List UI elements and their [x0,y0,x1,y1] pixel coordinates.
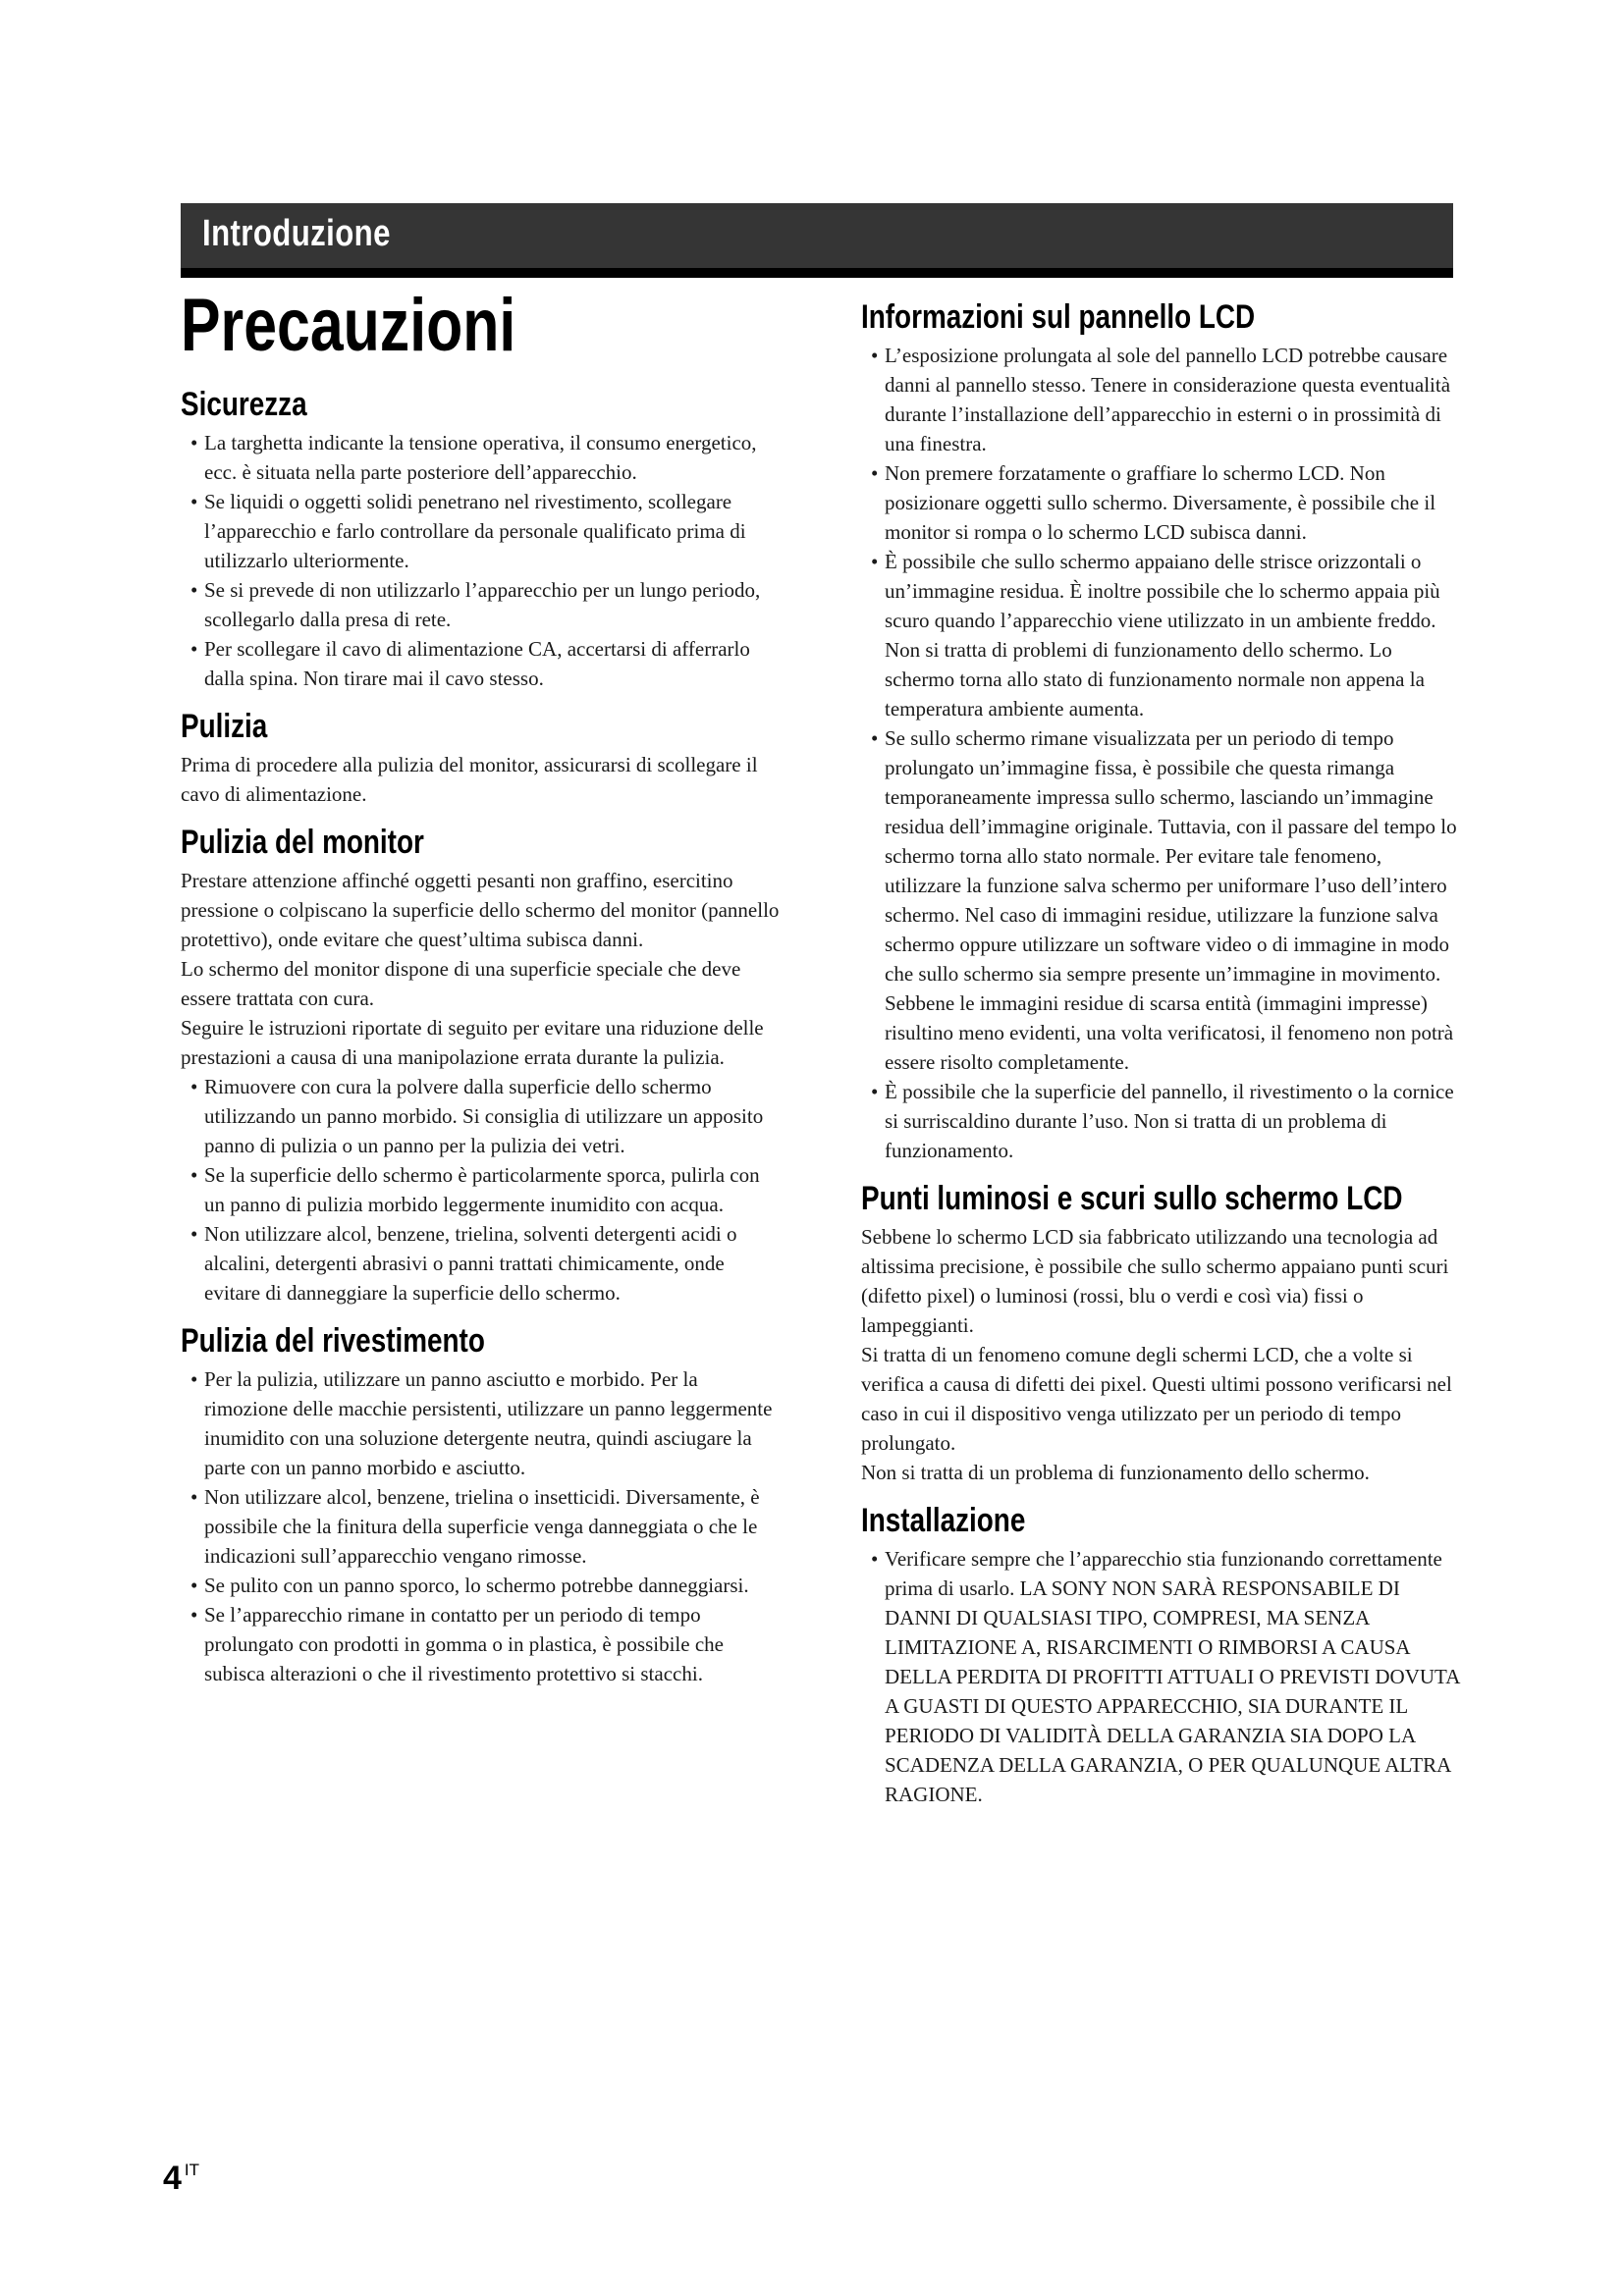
paragraph: Prima di procedere alla pulizia del monitor, assicurarsi di scollegare il cavo di alimentazione. [181,753,758,806]
heading-pulizia-rivestimento: Pulizia del rivestimento [181,1322,485,1360]
section-label: Introduzione [202,213,391,254]
heading-lcd-info: Informazioni sul pannello LCD [861,298,1256,336]
heading-pulizia-monitor: Pulizia del monitor [181,824,424,861]
list-item: • Non premere forzatamente o graffiare lo schermo LCD. Non posizionare oggetti sullo schermo. Diversamente, è possibile che il monitor si rompa o lo schermo LCD subisca danni. [861,458,1460,547]
heading-sicurezza: Sicurezza [181,386,307,423]
list-item: • Per la pulizia, utilizzare un panno asciutto e morbido. Per la rimozione delle macchie persistenti, utilizzare un panno leggermente inumidito con una soluzione detergente neutra, quindi asciugare la parte con un panno morbido e asciutto. [181,1364,780,1482]
left-column [181,385,780,1688]
list-item: • Se la superficie dello schermo è particolarmente sporca, pulirla con un panno di pulizia morbido leggermente inumidito con acqua. [181,1160,780,1219]
list-item: • La targhetta indicante la tensione operativa, il consumo energetico, ecc. è situata nella parte posteriore dell’apparecchio. [181,428,780,487]
page-number-lang: IT [184,2161,200,2179]
paragraph: Si tratta di un fenomeno comune degli schermi LCD, che a volte si verifica a causa di difetti dei pixel. Questi ultimi possono verificarsi nel caso in cui il dispositivo venga utilizzato per un periodo di tempo prolungato. [861,1343,1452,1455]
list-lcd-info [861,341,1460,1165]
list-item: • L’esposizione prolungata al sole del pannello LCD potrebbe causare danni al pannello stesso. Tenere in considerazione questa eventualità durante l’installazione dell’apparecchio in esterni o in prossimità di una finestra. [861,341,1460,458]
section-header-bar [181,203,1453,278]
list-item: • Se liquidi o oggetti solidi penetrano nel rivestimento, scollegare l’apparecchio e farlo controllare da personale qualificato prima di utilizzarlo ulteriormente. [181,487,780,575]
page-number-value: 4 [163,2160,182,2197]
heading-pulizia: Pulizia [181,708,268,745]
list-pulizia-monitor [181,1072,780,1308]
list-pulizia-rivestimento [181,1364,780,1688]
list-item: • Per scollegare il cavo di alimentazione CA, accertarsi di afferrarlo dalla spina. Non tirare mai il cavo stesso. [181,634,780,693]
list-item: • È possibile che sullo schermo appaiano delle strisce orizzontali o un’immagine residua. È inoltre possibile che lo schermo appaia più scuro quando l’apparecchio viene utilizzato in un ambiente freddo. Non si tratta di problemi di funzionamento dello schermo. Lo schermo torna allo stato di funzionamento normale non appena la temperatura ambiente aumenta. [861,547,1460,723]
list-item: • Rimuovere con cura la polvere dalla superficie dello schermo utilizzando un panno morbido. Si consiglia di utilizzare un apposito panno di pulizia o un panno per la pulizia dei vetri. [181,1072,780,1160]
list-item: • Se sullo schermo rimane visualizzata per un periodo di tempo prolungato un’immagine fissa, è possibile che questa rimanga temporaneamente impressa sullo schermo, lasciando un’immagine residua dell’immagine originale. Tuttavia, con il passare del tempo lo schermo torna allo stato normale. Per evitare tale fenomeno, utilizzare la funzione salva schermo per uniformare l’uso dell’intero schermo. Nel caso di immagini residue, utilizzare la funzione salva schermo oppure utilizzare un software video o di immagine in modo che sullo schermo sia sempre presente un’immagine in movimento. Sebbene le immagini residue di scarsa entità (immagini impresse) risultino meno evidenti, una volta verificatosi, il fenomeno non potrà essere risolto completamente. [861,723,1460,1077]
paragraph: Prestare attenzione affinché oggetti pesanti non graffino, esercitino pressione o colpiscano la superficie dello schermo del monitor (pannello protettivo), onde evitare che quest’ultima subisca danni. [181,869,780,951]
paragraph: Seguire le istruzioni riportate di seguito per evitare una riduzione delle prestazioni a causa di una manipolazione errata durante la pulizia. [181,1016,764,1069]
right-column [861,297,1460,1809]
paragraph: Sebbene lo schermo LCD sia fabbricato utilizzando una tecnologia ad altissima precisione, è possibile che sullo schermo appaiano punti scuri (difetto pixel) o luminosi (rossi, blu o verdi e così via) fissi o lampeggianti. [861,1225,1449,1337]
list-item: • Se l’apparecchio rimane in contatto per un periodo di tempo prolungato con prodotti in gomma o in plastica, è possibile che subisca alterazioni o che il rivestimento protettivo si stacchi. [181,1600,780,1688]
list-item: • Se si prevede di non utilizzarlo l’apparecchio per un lungo periodo, scollegarlo dalla presa di rete. [181,575,780,634]
list-item: • Non utilizzare alcol, benzene, trielina o insetticidi. Diversamente, è possibile che la finitura della superficie venga danneggiata o che le indicazioni sull’apparecchio vengano rimosse. [181,1482,780,1571]
paragraph: Non si tratta di un problema di funzionamento dello schermo. [861,1461,1370,1484]
paragraph: Lo schermo del monitor dispone di una superficie speciale che deve essere trattata con cura. [181,957,741,1010]
list-item: • Verificare sempre che l’apparecchio stia funzionando correttamente prima di usarlo. LA SONY NON SARÀ RESPONSABILE DI DANNI DI QUALSIASI TIPO, COMPRESI, MA SENZA LIMITAZIONE A, RISARCIMENTI O RIMBORSI A CAUSA DELLA PERDITA DI PROFITTI ATTUALI O PREVISTI DOVUTA A GUASTI DI QUESTO APPARECCHIO, SIA DURANTE IL PERIODO DI VALIDITÀ DELLA GARANZIA SIA DOPO LA SCADENZA DELLA GARANZIA, O PER QUALUNQUE ALTRA RAGIONE. [861,1544,1460,1809]
list-sicurezza [181,428,780,693]
heading-punti-luminosi: Punti luminosi e scuri sullo schermo LCD [861,1180,1403,1217]
list-item: • Se pulito con un panno sporco, lo schermo potrebbe danneggiarsi. [181,1571,780,1600]
list-installazione [861,1544,1460,1809]
page-title: Precauzioni [181,284,516,367]
page-number [163,2160,199,2198]
list-item: • Non utilizzare alcol, benzene, trielina, solventi detergenti acidi o alcalini, detergenti abrasivi o panni trattati chimicamente, onde evitare di danneggiare la superficie dello schermo. [181,1219,780,1308]
heading-installazione: Installazione [861,1502,1026,1539]
list-item: • È possibile che la superficie del pannello, il rivestimento o la cornice si surriscaldino durante l’uso. Non si tratta di un problema di funzionamento. [861,1077,1460,1165]
